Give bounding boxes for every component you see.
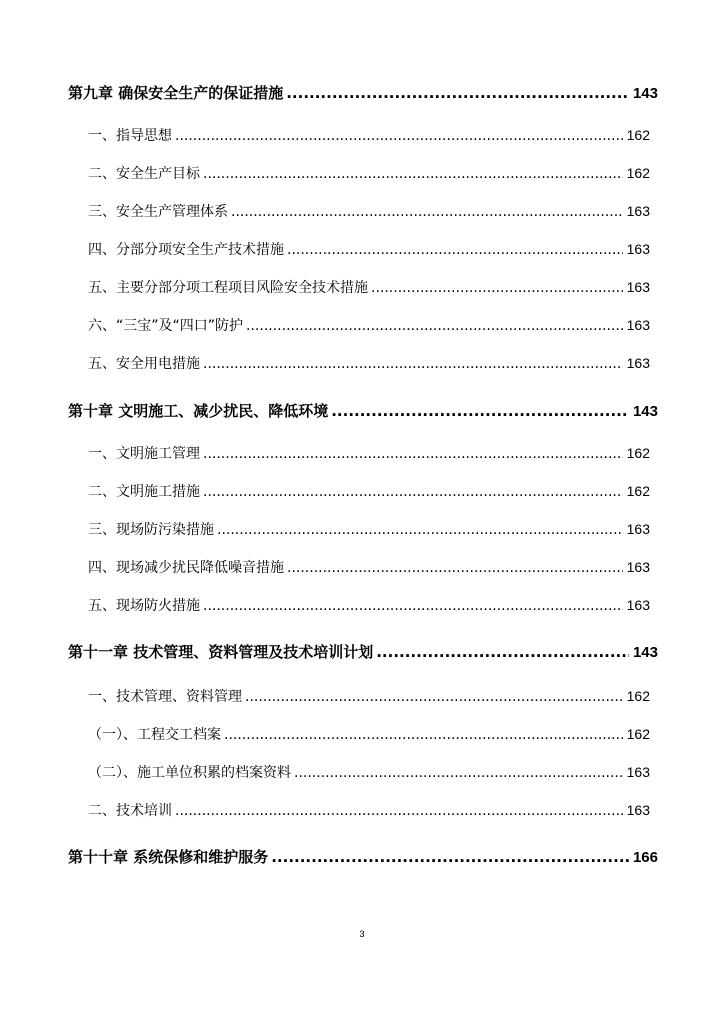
toc-entry-title: 一、文明施工管理 (88, 446, 200, 462)
toc-entry-page: 163 (626, 279, 650, 295)
toc-entry-title: 二、技术培训 (88, 803, 172, 819)
dot-leader (245, 689, 623, 705)
dot-leader (287, 560, 623, 576)
toc-entry-page: 162 (626, 445, 650, 461)
toc-entry-title: 第十章 文明施工、减少扰民、降低环境 (68, 402, 329, 420)
toc-entry-section[interactable] (88, 557, 650, 577)
toc-entry-section[interactable] (88, 239, 650, 259)
toc-entry-section[interactable] (88, 443, 650, 463)
dot-leader (286, 84, 629, 102)
page-number: 3 (359, 929, 365, 939)
dot-leader (331, 402, 629, 420)
dot-leader (376, 643, 629, 661)
toc-entry-title: 第十一章 技术管理、资料管理及技术培训计划 (68, 643, 374, 661)
dot-leader (203, 484, 623, 500)
toc-entry-section[interactable] (88, 762, 650, 782)
dot-leader (217, 522, 623, 538)
toc-entry-page: 162 (626, 483, 650, 499)
toc-entry-page: 162 (626, 165, 650, 181)
toc-entry-title: 第九章 确保安全生产的保证措施 (68, 84, 284, 102)
toc-entry-section[interactable] (88, 686, 650, 706)
toc-entry-page: 163 (626, 203, 650, 219)
toc-entry-page: 163 (626, 597, 650, 613)
toc-entry-page: 162 (626, 127, 650, 143)
dot-leader (224, 727, 623, 743)
toc-entry-page: 163 (626, 802, 650, 818)
toc-entry-chapter-10[interactable] (68, 400, 658, 421)
toc-entry-section[interactable] (88, 163, 650, 183)
toc-entry-title: 五、主要分部分项工程项目风险安全技术措施 (88, 280, 368, 296)
toc-entry-page: 166 (632, 849, 658, 866)
toc-entry-page: 163 (626, 559, 650, 575)
dot-leader (371, 280, 623, 296)
toc-entry-page: 163 (626, 764, 650, 780)
toc-entry-page: 143 (632, 644, 658, 661)
toc-entry-page: 163 (626, 355, 650, 371)
dot-leader (231, 204, 623, 220)
toc-entry-page: 143 (632, 403, 658, 420)
toc-entry-title: 一、指导思想 (88, 128, 172, 144)
toc-entry-section[interactable] (88, 353, 650, 373)
dot-leader (203, 446, 623, 462)
toc-entry-page: 163 (626, 521, 650, 537)
toc-entry-title: 四、现场减少扰民降低噪音措施 (88, 560, 284, 576)
dot-leader (246, 318, 623, 334)
toc-entry-section[interactable] (88, 125, 650, 145)
toc-entry-title: 五、安全用电措施 (88, 356, 200, 372)
toc-entry-title: 三、安全生产管理体系 (88, 204, 228, 220)
toc-entry-page: 143 (632, 85, 658, 102)
toc-entry-section[interactable] (88, 800, 650, 820)
toc-entry-page: 162 (626, 726, 650, 742)
toc-entry-section[interactable] (88, 519, 650, 539)
toc-entry-page: 162 (626, 688, 650, 704)
toc-entry-title: 二、安全生产目标 (88, 166, 200, 182)
toc-entry-section[interactable] (88, 277, 650, 297)
toc-entry-section[interactable] (88, 481, 650, 501)
toc-entry-section[interactable] (88, 315, 650, 335)
dot-leader (175, 128, 623, 144)
toc-entry-page: 163 (626, 317, 650, 333)
toc-entry-page: 163 (626, 241, 650, 257)
toc-entry-section[interactable] (88, 724, 650, 744)
dot-leader (175, 803, 623, 819)
dot-leader (203, 598, 623, 614)
toc-entry-title: 四、分部分项安全生产技术措施 (88, 242, 284, 258)
toc-entry-title: 一、技术管理、资料管理 (88, 689, 242, 705)
toc-entry-title: （一）、工程交工档案 (88, 727, 221, 743)
toc-entry-chapter-12[interactable] (68, 846, 658, 867)
dot-leader (203, 356, 623, 372)
toc-entry-section[interactable] (88, 201, 650, 221)
dot-leader (287, 242, 623, 258)
dot-leader (203, 166, 623, 182)
dot-leader (271, 848, 629, 866)
toc-entry-title: 五、现场防火措施 (88, 598, 200, 614)
toc-entry-section[interactable] (88, 595, 650, 615)
dot-leader (294, 765, 623, 781)
toc-entry-title: 六、“三宝”及“四口”防护 (88, 318, 244, 334)
toc-entry-title: 二、文明施工措施 (88, 484, 200, 500)
toc-entry-title: （二）、施工单位积累的档案资料 (88, 765, 291, 781)
toc-entry-chapter-9[interactable] (68, 82, 658, 103)
toc-entry-chapter-11[interactable] (68, 641, 658, 662)
toc-entry-title: 三、现场防污染措施 (88, 522, 214, 538)
toc-entry-title: 第十十章 系统保修和维护服务 (68, 848, 269, 866)
